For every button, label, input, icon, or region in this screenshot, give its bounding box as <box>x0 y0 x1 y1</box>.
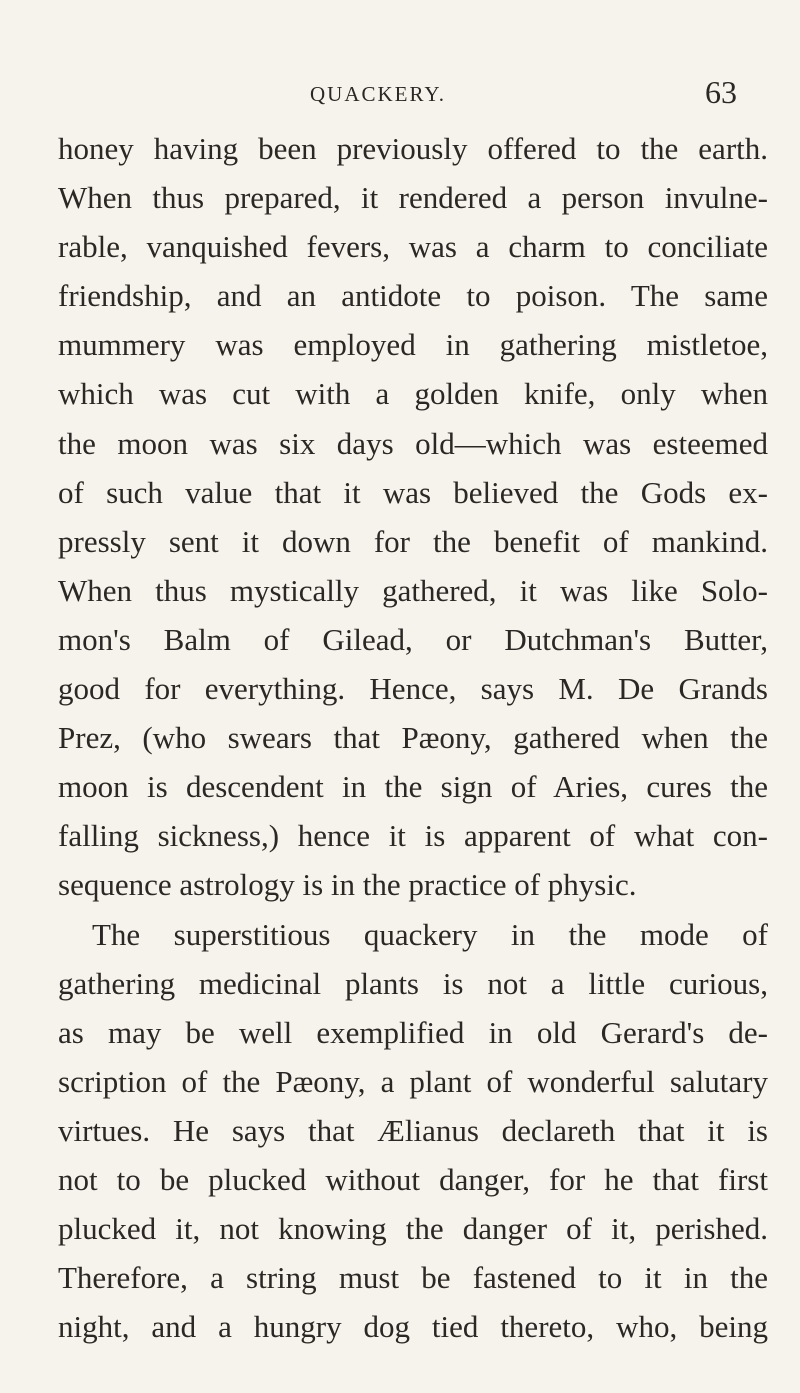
text-line: falling sickness,) hence it is apparent of what con- <box>58 818 768 854</box>
text-line: virtues. He says that Ælianus declareth that it is <box>58 1112 768 1148</box>
text-line: scription of the Pæony, a plant of wonderful salutary <box>58 1063 768 1099</box>
text-line: of such value that it was believed the Gods ex- <box>58 474 768 510</box>
running-title: QUACKERY. <box>310 82 447 106</box>
text-line: plucked it, not knowing the danger of it, perished. <box>58 1211 768 1247</box>
text-line: honey having been previously offered to the earth. <box>58 131 768 166</box>
text-line: rable, vanquished fevers, was a charm to conciliate <box>58 229 768 265</box>
text-line: as may be well exemplified in old Gerard's de- <box>58 1014 768 1050</box>
text-line: good for everything. Hence, says M. De Grands <box>58 671 768 707</box>
text-line: Therefore, a string must be fastened to it in the <box>58 1260 768 1296</box>
text-line: night, and a hungry dog tied thereto, who, being <box>58 1309 768 1345</box>
text-line: gathering medicinal plants is not a little curious, <box>58 965 768 1001</box>
text-line: friendship, and an antidote to poison. The same <box>58 278 768 314</box>
text-line: pressly sent it down for the benefit of mankind. <box>58 523 768 559</box>
paragraph-start-line: The superstitious quackery in the mode of <box>92 916 768 952</box>
page-number: 63 <box>705 74 737 110</box>
text-line: moon is descendent in the sign of Aries, cures the <box>58 769 768 805</box>
text-line: When thus prepared, it rendered a person invulne- <box>58 180 768 216</box>
text-line: which was cut with a golden knife, only when <box>58 376 768 412</box>
text-line: mummery was employed in gathering mistletoe, <box>58 327 768 363</box>
body-text <box>58 124 768 1351</box>
text-line: Prez, (who swears that Pæony, gathered when the <box>58 720 768 756</box>
text-line: the moon was six days old—which was esteemed <box>58 425 768 461</box>
running-head <box>0 76 800 116</box>
text-line: When thus mystically gathered, it was like Solo- <box>58 572 768 608</box>
text-line: sequence astrology is in the practice of physic. <box>58 867 637 903</box>
text-line: mon's Balm of Gilead, or Dutchman's Butter, <box>58 621 768 657</box>
text-line: not to be plucked without danger, for he that first <box>58 1161 768 1197</box>
